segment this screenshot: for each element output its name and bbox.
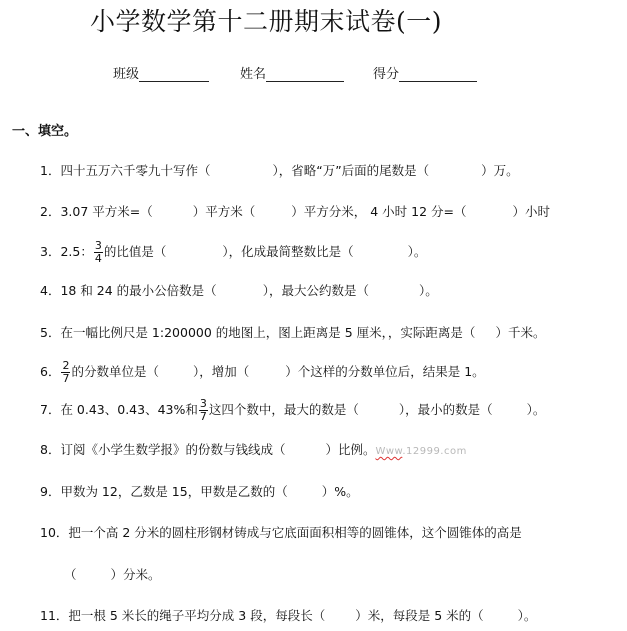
q1-text-a: 1．四十五万六千零九十写作（: [40, 163, 211, 178]
q2-text-d: ）小时: [512, 204, 550, 219]
q7-fraction: [199, 398, 208, 423]
question-10: [40, 523, 522, 545]
name-blank[interactable]: [266, 67, 344, 82]
class-label: 班级: [113, 67, 140, 82]
q9-text-a: 9．甲数为 12，乙数是 15，甲数是乙数的（: [40, 484, 288, 499]
q7-text-c: ），最小的数是（: [398, 402, 493, 417]
q7-text-a: 7．在 0.43、0.43、43%和: [40, 402, 198, 417]
q1-text-b: ），省略“万”后面的尾数是（: [272, 163, 430, 178]
q7-fraction-num: 3: [199, 397, 207, 410]
q8-text-a: 8．订阅《小学生数学报》的份数与钱线成（: [40, 442, 286, 457]
q3-text-b: 的比值是（: [103, 244, 167, 259]
q6-fraction: [61, 360, 70, 385]
q2-text-a: 2．3.07 平方米=（: [40, 204, 153, 219]
name-label: 姓名: [240, 67, 267, 82]
q3-fraction-num: 3: [94, 239, 102, 252]
q3-text-d: ）。: [407, 244, 427, 259]
q3-text-a: 3．2.5：: [40, 244, 93, 259]
question-6: [40, 359, 485, 385]
q7-fraction-den: 7: [199, 410, 207, 423]
q6-text-b: 的分数单位是（: [71, 364, 159, 379]
q5-text-a: 5．在一幅比例尺是 1:200000 的地图上，图上距离是 5 厘米，，实际距离是（: [40, 325, 476, 340]
q3-fraction: [94, 240, 103, 265]
score-label: 得分: [373, 67, 400, 82]
q7-text-b: 这四个数中，最大的数是（: [208, 402, 359, 417]
name-field: [240, 63, 344, 82]
q4-text-b: ），最大公约数是（: [262, 283, 369, 298]
q6-fraction-num: 2: [62, 359, 70, 372]
q11-text-a: 11．把一根 5 米长的绳子平均分成 3 段，每段长（: [40, 608, 326, 623]
q2-text-c: ）平方分米， 4 小时 12 分=（: [291, 204, 467, 219]
q5-text-b: ）千米。: [495, 325, 546, 340]
q11-text-b: ）米，每段是 5 米的（: [355, 608, 484, 623]
q6-text-c: ），增加（: [192, 364, 250, 379]
question-9: [40, 482, 359, 504]
watermark-mark: Www: [375, 446, 403, 457]
q3-fraction-den: 4: [94, 252, 102, 265]
q2-text-b: ）平方米（: [192, 204, 256, 219]
question-1: [40, 161, 519, 183]
q9-text-b: ）%。: [321, 484, 359, 499]
q4-text-c: ）。: [418, 283, 438, 298]
class-blank[interactable]: [139, 67, 209, 82]
q7-text-d: ）。: [526, 402, 546, 417]
score-field: [373, 63, 477, 82]
q6-fraction-den: 7: [62, 372, 70, 385]
question-5: [40, 323, 545, 345]
section-heading: 一、填空。: [12, 124, 78, 139]
question-7: [40, 397, 546, 423]
q8-text-b: ）比例。: [325, 442, 376, 457]
question-3: [40, 239, 427, 265]
page-title: 小学数学第十二册期末试卷(一): [90, 7, 443, 36]
q10-text-b: （: [64, 567, 77, 582]
q1-text-c: ）万。: [481, 163, 519, 178]
question-11: [40, 606, 536, 628]
question-2: [40, 202, 550, 224]
q10-text-c: ）分米。: [110, 567, 161, 582]
question-10-cont: [64, 565, 161, 587]
q10-text-a: 10．把一个高 2 分米的圆柱形钢材铸成与它底面面积相等的圆锥体，这个圆锥体的高是: [40, 525, 522, 540]
question-8: [40, 440, 467, 462]
q3-text-c: ），化成最简整数比是（: [222, 244, 354, 259]
score-blank[interactable]: [399, 67, 477, 82]
q4-text-a: 4．18 和 24 的最小公倍数是（: [40, 283, 217, 298]
q11-text-c: ）。: [517, 608, 537, 623]
question-4: [40, 281, 438, 303]
watermark-text: .12999.com: [402, 446, 467, 457]
q6-text-a: 6．: [40, 364, 61, 379]
class-field: [113, 63, 209, 82]
q6-text-d: ）个这样的分数单位后，结果是 1。: [285, 364, 485, 379]
